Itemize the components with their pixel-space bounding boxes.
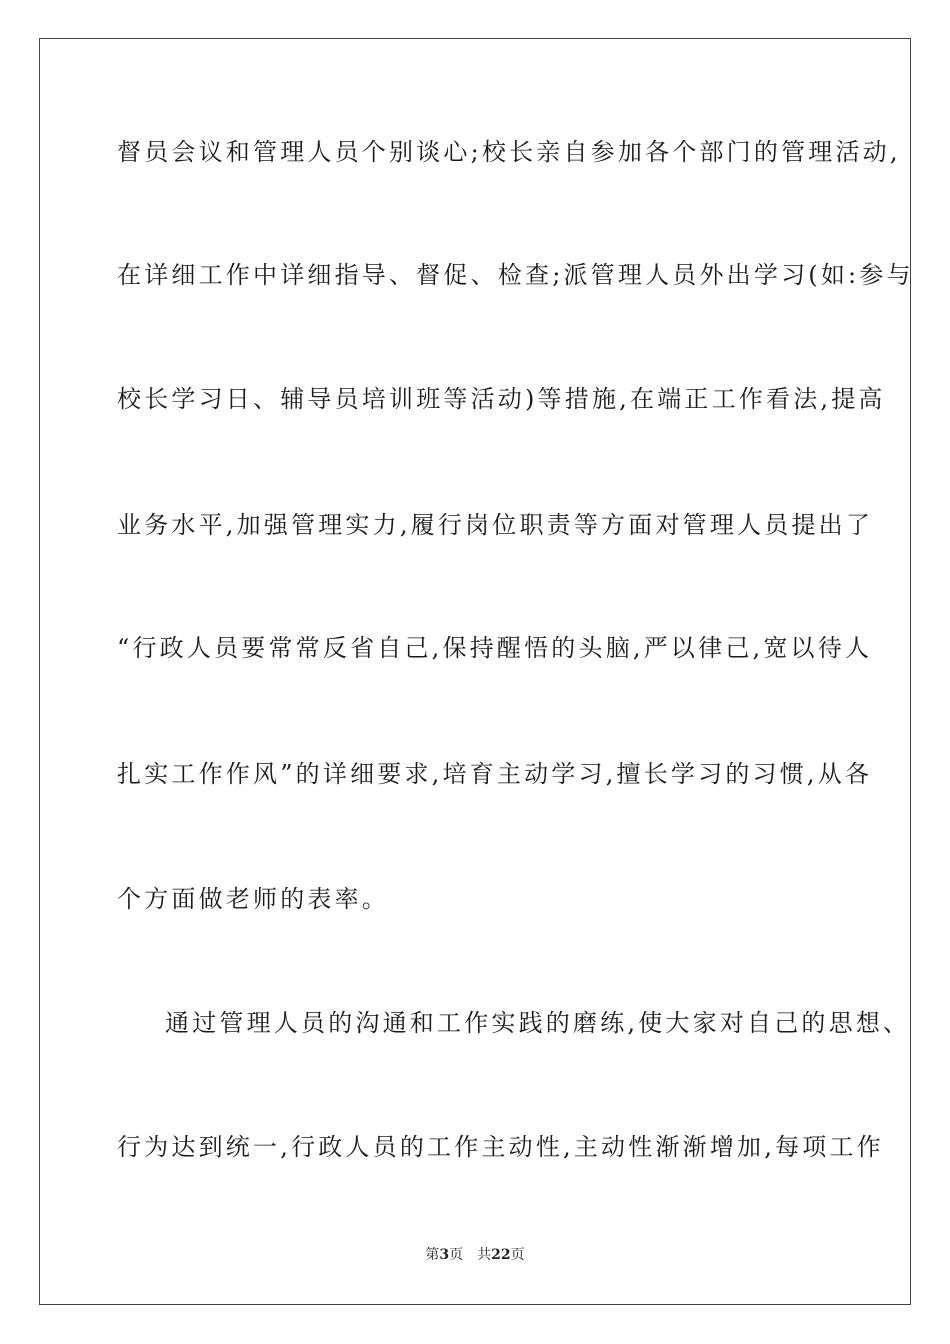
paragraph-line-4: 业务水平,加强管理实力,履行岗位职责等方面对管理人员提出了 <box>117 511 874 539</box>
page-border <box>39 38 914 1305</box>
page-footer <box>0 1246 950 1264</box>
page-label-prefix: 第 <box>425 1247 440 1263</box>
total-label-suffix: 页 <box>510 1247 525 1263</box>
paragraph-line-9: 行为达到统一,行政人员的工作主动性,主动性渐渐增加,每项工作 <box>117 1133 884 1161</box>
paragraph-line-5: “行政人员要常常反省自己,保持醒悟的头脑,严以律己,宽以待人 <box>117 634 873 662</box>
page-number: 3 <box>439 1247 450 1263</box>
paragraph-line-1: 督员会议和管理人员个别谈心;校长亲自参加各个部门的管理活动, <box>117 138 901 166</box>
paragraph-line-3: 校长学习日、辅导员培训班等活动)等措施,在端正工作看法,提高 <box>117 385 886 413</box>
paragraph-line-7: 个方面做老师的表率。 <box>117 885 389 913</box>
paragraph-line-6: 扎实工作作风”的详细要求,培育主动学习,擅长学习的习惯,从各 <box>117 760 873 788</box>
total-pages: 22 <box>491 1247 511 1263</box>
total-label-prefix: 共 <box>477 1247 492 1263</box>
paragraph-line-2: 在详细工作中详细指导、督促、检查;派管理人员外出学习(如:参与 <box>117 261 914 289</box>
page-label-suffix: 页 <box>449 1247 464 1263</box>
paragraph-line-8: 通过管理人员的沟通和工作实践的磨练,使大家对自己的思想、 <box>165 1009 911 1037</box>
